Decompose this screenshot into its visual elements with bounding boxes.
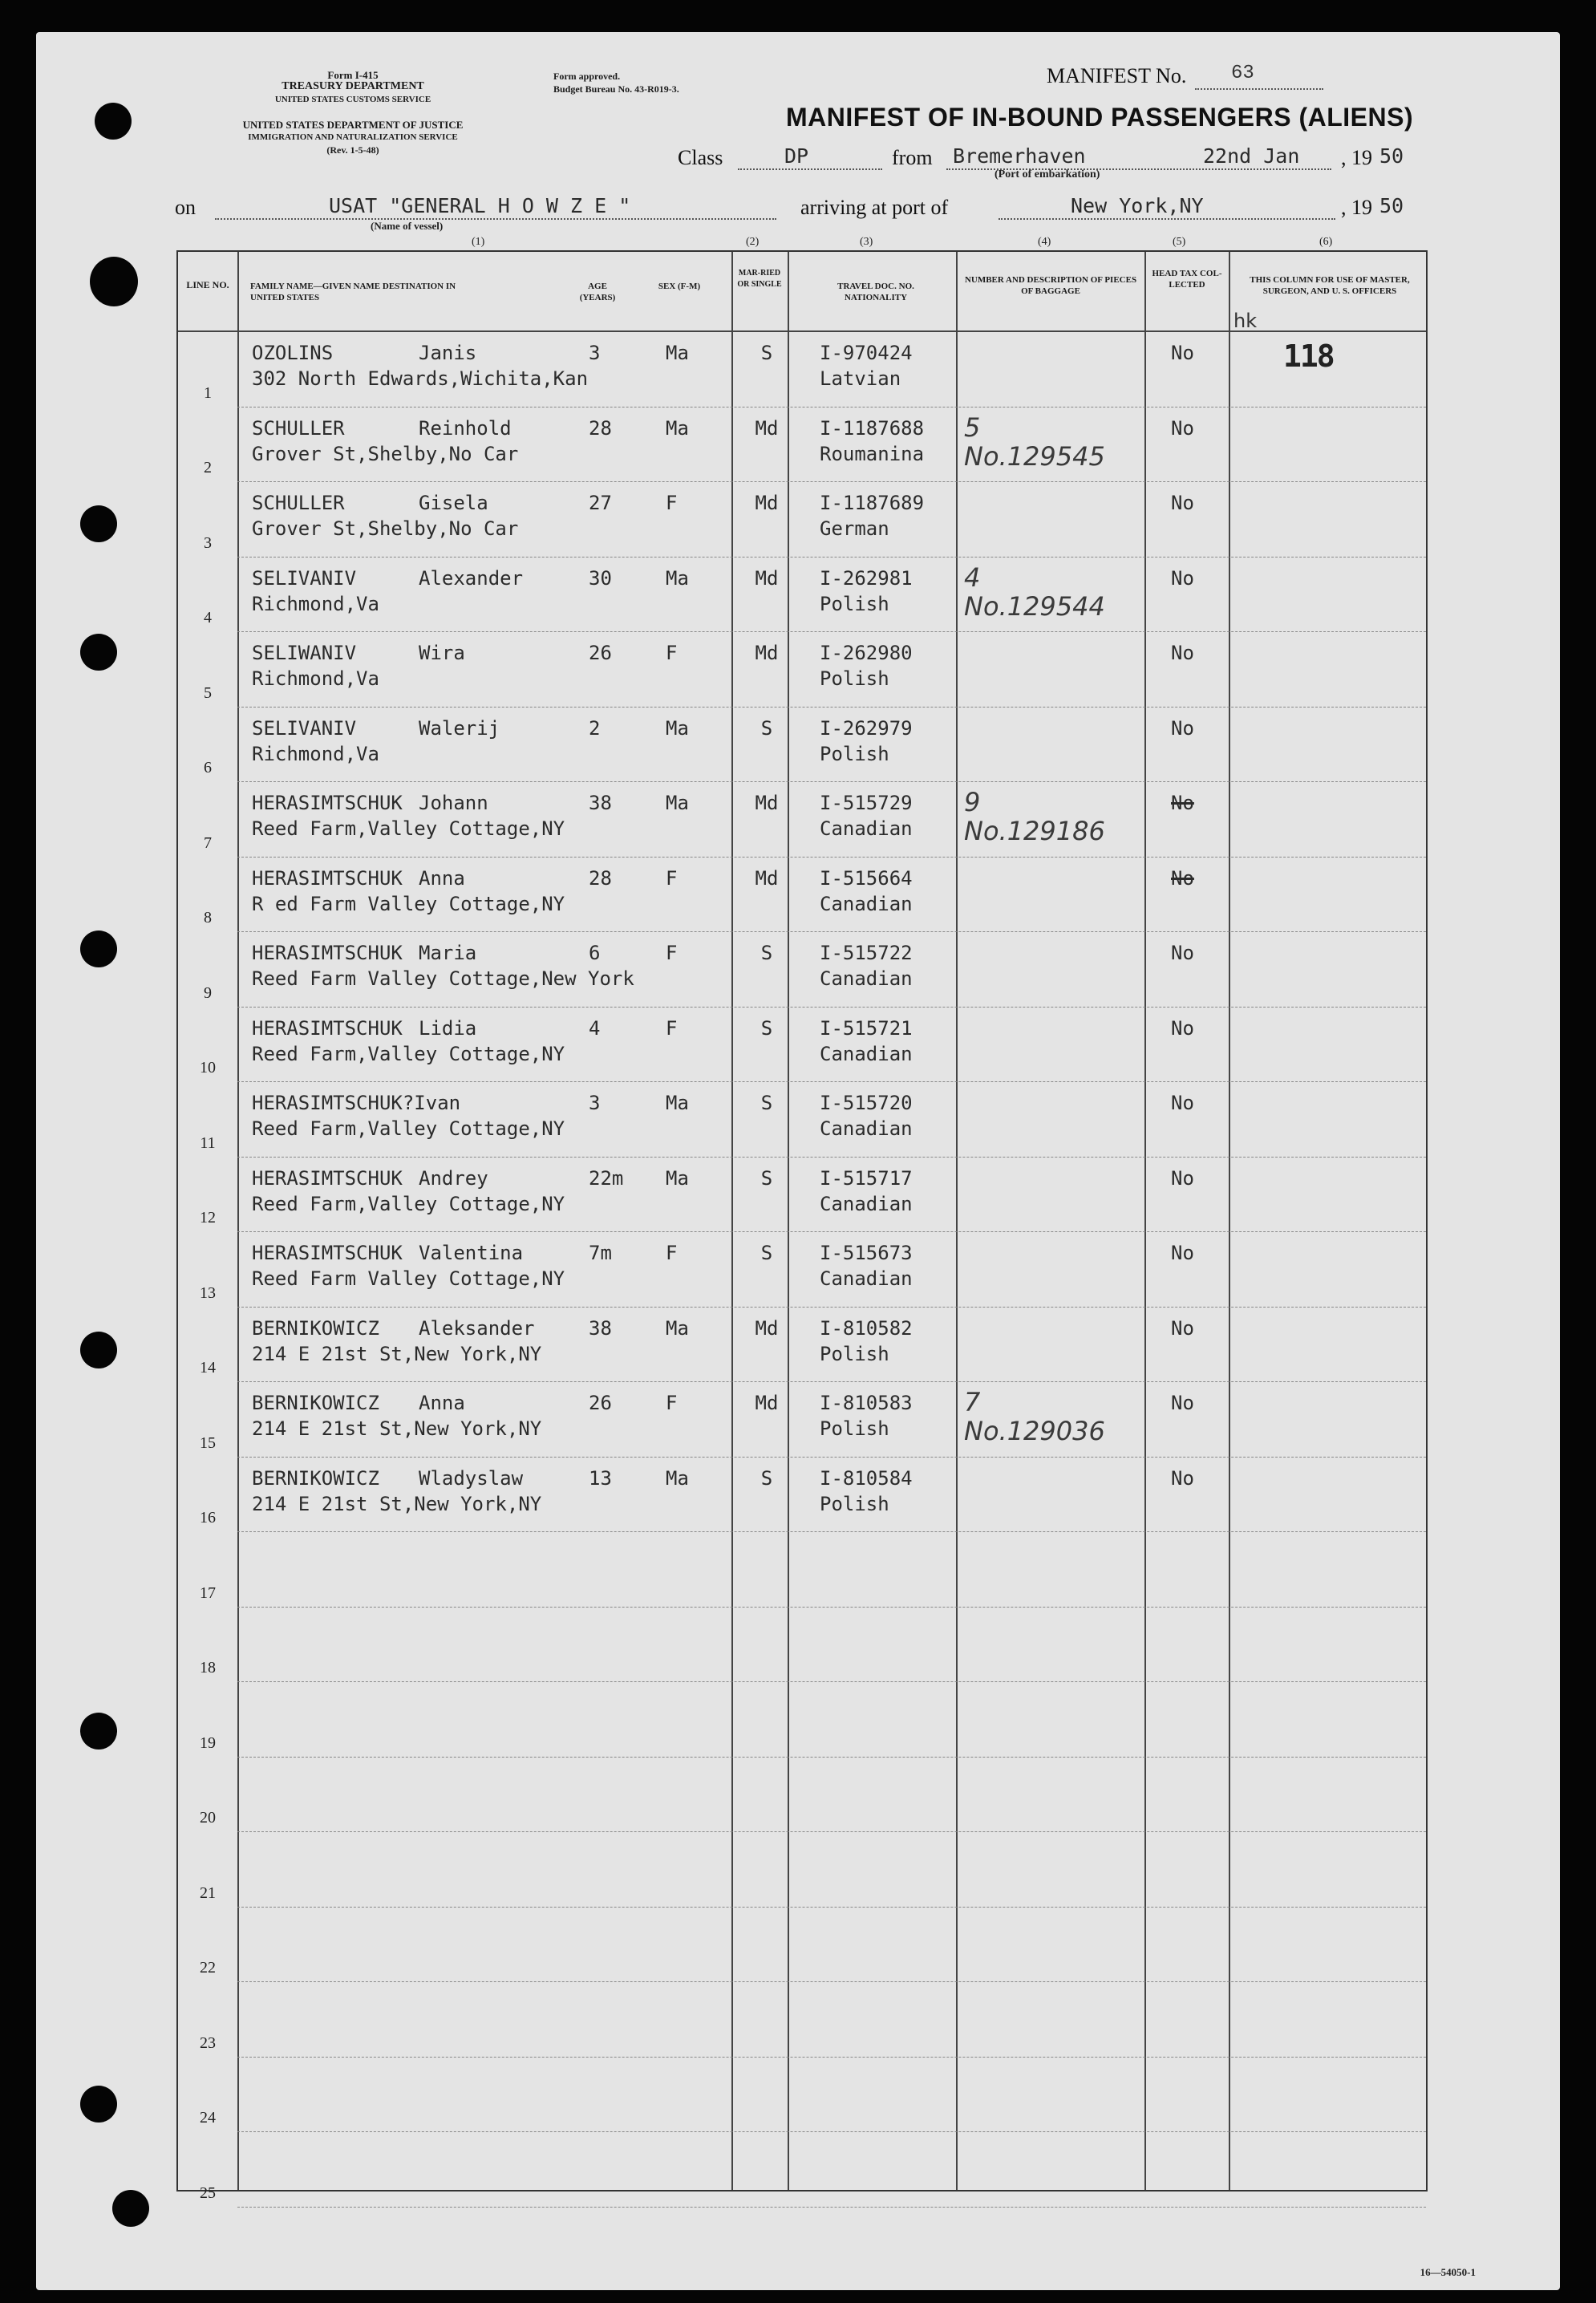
age: 28 [589, 866, 612, 890]
customs-service: UNITED STATES CUSTOMS SERVICE [274, 95, 431, 104]
baggage-number: No.129544 [964, 590, 1105, 622]
nationality: Canadian [820, 1267, 913, 1290]
age: 30 [589, 566, 612, 590]
column-number-3: (3) [860, 236, 873, 248]
family-name: HERASIMTSCHUK [252, 1016, 403, 1040]
col-head-sex: SEX (F-M) [658, 282, 701, 291]
table-row [178, 482, 1426, 558]
marital-status: Md [755, 1392, 779, 1414]
col-head-baggage: NUMBER AND DESCRIPTION OF PIECES OF BAGGAGE [964, 275, 1137, 296]
form-number: Form I-415 [327, 69, 379, 81]
nationality: Polish [820, 1417, 889, 1440]
line-number: 16 [200, 1509, 216, 1527]
destination: 214 E 21st St,New York,NY [252, 1492, 542, 1515]
nationality: Latvian [820, 367, 901, 390]
embarkation-port: Bremerhaven [953, 144, 1086, 168]
budget-bureau: Budget Bureau No. 43-R019-3. [553, 83, 679, 95]
marital-status: S [760, 1466, 773, 1490]
manifest-number: 63 [1231, 63, 1254, 84]
class-value: DP [784, 144, 809, 168]
given-name: Walerij [419, 716, 500, 740]
binder-hole [80, 1713, 117, 1750]
age: 13 [589, 1466, 612, 1490]
given-name: Wira [419, 642, 465, 664]
line-number: 11 [200, 1133, 216, 1152]
sex: F [666, 1392, 678, 1414]
sex: Ma [666, 716, 689, 740]
line-number: 20 [200, 1809, 216, 1827]
table-row [178, 1308, 1426, 1383]
table-row [178, 708, 1426, 783]
form-approved: Form approved. [553, 71, 621, 82]
destination: Reed Farm,Valley Cottage,NY [252, 1117, 565, 1140]
head-tax: No [1171, 416, 1194, 440]
head-tax: No [1171, 1016, 1194, 1040]
line-number: 23 [200, 2033, 216, 2052]
line-number: 3 [204, 533, 212, 552]
marital-status: S [760, 1016, 773, 1040]
family-name: HERASIMTSCHUK [252, 942, 403, 964]
table-row [178, 558, 1426, 633]
family-name: BERNIKOWICZ [252, 1466, 379, 1490]
head-tax: No [1171, 1466, 1194, 1490]
nationality: Polish [820, 667, 889, 690]
vessel-name: USAT "GENERAL H O W Z E " [329, 194, 631, 217]
binder-hole [80, 634, 117, 671]
head-tax: No [1171, 1242, 1194, 1264]
given-name: Lidia [419, 1016, 477, 1040]
binder-hole [90, 257, 138, 306]
travel-doc-no: I-515664 [820, 866, 913, 890]
col-head-travel: TRAVEL DOC. NO. NATIONALITY [837, 282, 914, 302]
line-number: 17 [200, 1583, 216, 1602]
nationality: Roumanina [820, 442, 925, 465]
line-number: 14 [200, 1359, 216, 1377]
age: 28 [589, 416, 612, 440]
baggage-count: 7 [964, 1387, 981, 1417]
family-name: HERASIMTSCHUK [252, 866, 403, 890]
given-name: Aleksander [419, 1316, 535, 1340]
arrival-year: 50 [1379, 194, 1404, 217]
travel-doc-no: I-1187688 [820, 416, 925, 440]
line-number: 9 [204, 983, 212, 1002]
destination: Richmond,Va [252, 667, 379, 690]
manifest-number-line [1195, 88, 1323, 90]
line-number: 18 [200, 1659, 216, 1677]
form-code: 16—54050-1 [1420, 2266, 1476, 2278]
nationality: Canadian [820, 1192, 913, 1215]
destination: Richmond,Va [252, 742, 379, 765]
nationality: Canadian [820, 892, 913, 915]
age: 6 [589, 942, 601, 964]
line-number: 7 [204, 833, 212, 852]
family-name: SCHULLER [252, 416, 345, 440]
sex: Ma [666, 416, 689, 440]
family-name: HERASIMTSCHUK [252, 792, 403, 814]
sex: Ma [666, 1316, 689, 1340]
table-row [178, 1158, 1426, 1233]
nationality: Polish [820, 1342, 889, 1365]
officer-mark: hk [1233, 310, 1258, 332]
marital-status: Md [755, 1316, 779, 1340]
nationality: Canadian [820, 1117, 913, 1140]
col-head-age: AGE (YEARS) [579, 282, 616, 302]
age: 7m [589, 1242, 612, 1264]
travel-doc-no: I-515720 [820, 1092, 913, 1114]
line-number: 4 [204, 609, 212, 626]
from-year-prefix: , 19 [1341, 146, 1372, 169]
binder-hole [80, 505, 117, 542]
arriving-label: arriving at port of [800, 196, 949, 219]
baggage-count: 4 [964, 562, 981, 593]
col-head-name: FAMILY NAME—GIVEN NAME DESTINATION IN UNITED STATES [250, 282, 456, 302]
arrival-port: New York,NY [1071, 194, 1204, 217]
table-row [178, 1608, 1426, 1683]
travel-doc-no: I-262979 [820, 716, 913, 740]
table-row [178, 2058, 1426, 2133]
head-tax: No [1171, 492, 1194, 514]
line-number: 6 [204, 759, 212, 776]
given-name: Andrey [419, 1166, 488, 1190]
document-title: MANIFEST OF IN-BOUND PASSENGERS (ALIENS) [786, 103, 1414, 132]
family-name: BERNIKOWICZ [252, 1316, 379, 1340]
line-number: 25 [200, 2183, 216, 2202]
marital-status: Md [755, 492, 779, 514]
head-tax: No [1171, 716, 1194, 740]
table-row [178, 1458, 1426, 1533]
sex: F [666, 642, 678, 664]
age: 27 [589, 492, 612, 514]
travel-doc-no: I-810583 [820, 1392, 913, 1414]
line-number: 2 [204, 459, 212, 476]
table-row [178, 1982, 1426, 2058]
embarkation-year: 50 [1379, 144, 1404, 168]
destination: 214 E 21st St,New York,NY [252, 1417, 542, 1440]
destination: Grover St,Shelby,No Car [252, 517, 519, 540]
sex: F [666, 942, 678, 964]
ins-service: IMMIGRATION AND NATURALIZATION SERVICE [248, 132, 458, 142]
line-number: 10 [200, 1059, 216, 1076]
baggage-number: No.129036 [964, 1416, 1105, 1446]
column-number-5: (5) [1173, 236, 1186, 248]
destination: Reed Farm Valley Cottage,NY [252, 1267, 565, 1290]
given-name: Anna [419, 866, 465, 890]
line-number: 19 [200, 1733, 216, 1752]
destination: Reed Farm,Valley Cottage,NY [252, 1042, 565, 1065]
travel-doc-no: I-515673 [820, 1242, 913, 1264]
sex: Ma [666, 342, 689, 364]
baggage-count: 5 [964, 412, 981, 443]
head-tax: No [1171, 866, 1194, 890]
column-number-1: (1) [472, 236, 485, 248]
age: 3 [589, 1092, 601, 1114]
treasury-dept: TREASURY DEPARTMENT [282, 80, 424, 92]
table-row [178, 632, 1426, 708]
table-row [178, 1082, 1426, 1158]
sex: F [666, 492, 678, 514]
passenger-table [176, 250, 1428, 2202]
sex: F [666, 1016, 678, 1040]
travel-doc-no: I-262981 [820, 566, 913, 590]
sex: F [666, 1242, 678, 1264]
line-number: 8 [204, 909, 212, 926]
line-number: 21 [200, 1883, 216, 1902]
head-tax: No [1171, 942, 1194, 964]
table-row [178, 1382, 1426, 1458]
baggage-count: 9 [964, 787, 981, 817]
line-number: 22 [200, 1959, 216, 1977]
table-row [178, 1908, 1426, 1983]
nationality: Canadian [820, 817, 913, 840]
binder-hole [95, 103, 132, 140]
arrival-line [999, 218, 1335, 220]
col-head-officer: THIS COLUMN FOR USE OF MASTER, SURGEON, AND U. S. OFFICERS [1250, 275, 1410, 296]
travel-doc-no: I-262980 [820, 642, 913, 664]
col-head-married: MAR-RIED OR SINGLE [737, 269, 782, 289]
justice-dept: UNITED STATES DEPARTMENT OF JUSTICE [242, 119, 464, 131]
line-number: 5 [204, 683, 212, 702]
family-name: SCHULLER [252, 492, 345, 514]
sex: Ma [666, 1166, 689, 1190]
port-note: (Port of embarkation) [994, 168, 1100, 180]
column-number-4: (4) [1038, 236, 1051, 248]
destination: R ed Farm Valley Cottage,NY [252, 892, 565, 915]
vessel-line [215, 218, 776, 220]
vessel-note: (Name of vessel) [371, 220, 444, 232]
destination: 214 E 21st St,New York,NY [252, 1342, 542, 1365]
given-name: Johann [419, 792, 488, 814]
officer-number: 118 [1283, 339, 1334, 374]
table-row [178, 332, 1426, 407]
on-label: on [175, 196, 196, 219]
age: 3 [589, 342, 601, 364]
head-tax: No [1171, 566, 1194, 590]
baggage-number: No.129186 [964, 816, 1105, 846]
head-tax: No [1171, 642, 1194, 664]
family-name: HERASIMTSCHUK [252, 1166, 403, 1190]
sex: Ma [666, 792, 689, 814]
travel-doc-no: I-1187689 [820, 492, 925, 514]
row-divider [237, 2207, 1426, 2208]
age: 26 [589, 1392, 612, 1414]
table-row [178, 1532, 1426, 1608]
head-tax: No [1171, 1166, 1194, 1190]
manifest-number-label: MANIFEST No. [1047, 64, 1187, 87]
binder-hole [80, 2086, 117, 2123]
family-name: BERNIKOWICZ [252, 1392, 379, 1414]
family-name: SELIVANIV [252, 716, 357, 740]
travel-doc-no: I-810582 [820, 1316, 913, 1340]
revision: (Rev. 1-5-48) [326, 144, 379, 156]
class-label: Class [678, 146, 723, 169]
head-tax: No [1171, 792, 1194, 814]
given-name: Reinhold [419, 416, 512, 440]
family-name: OZOLINS [252, 342, 334, 364]
col-head-tax: HEAD TAX COL-LECTED [1152, 269, 1222, 290]
sex: Ma [666, 566, 689, 590]
from-label: from [892, 146, 933, 169]
travel-doc-no: I-515721 [820, 1016, 913, 1040]
travel-doc-no: I-515729 [820, 792, 913, 814]
table-row [178, 782, 1426, 858]
table-row [178, 407, 1426, 483]
line-number: 24 [200, 2109, 216, 2127]
col-head-line: LINE NO. [186, 279, 229, 290]
age: 38 [589, 1316, 612, 1340]
line-number: 15 [200, 1433, 216, 1452]
given-name: Janis [419, 342, 477, 364]
head-tax: No [1171, 342, 1194, 364]
family-name: SELIVANIV [252, 566, 357, 590]
table-row [178, 1832, 1426, 1908]
nationality: Polish [820, 742, 889, 765]
destination: 302 North Edwards,Wichita,Kan [252, 367, 589, 390]
table-row [178, 1758, 1426, 1833]
binder-hole [80, 1332, 117, 1368]
marital-status: Md [755, 866, 779, 890]
destination: Reed Farm,Valley Cottage,NY [252, 817, 565, 840]
binder-hole [80, 931, 117, 967]
marital-status: Md [755, 416, 779, 440]
age: 26 [589, 642, 612, 664]
marital-status: Md [755, 642, 779, 664]
binder-hole [112, 2190, 149, 2227]
class-line [738, 168, 882, 170]
marital-status: Md [755, 566, 779, 590]
given-name: Anna [419, 1392, 465, 1414]
nationality: Canadian [820, 967, 913, 990]
marital-status: S [760, 716, 773, 740]
destination: Reed Farm Valley Cottage,New York [252, 967, 634, 990]
family-name: HERASIMTSCHUK [252, 1242, 403, 1264]
age: 4 [589, 1016, 601, 1040]
family-name: HERASIMTSCHUK?Ivan [252, 1092, 461, 1114]
table-row [178, 1682, 1426, 1758]
sex: F [666, 866, 678, 890]
line-number: 1 [204, 383, 212, 402]
travel-doc-no: I-970424 [820, 342, 913, 364]
table-row [178, 1232, 1426, 1308]
marital-status: S [760, 1166, 773, 1190]
sex: Ma [666, 1092, 689, 1114]
nationality: German [820, 517, 889, 540]
destination: Grover St,Shelby,No Car [252, 442, 519, 465]
marital-status: S [760, 342, 773, 364]
line-number: 12 [200, 1209, 216, 1227]
nationality: Polish [820, 1492, 889, 1515]
table-row [178, 858, 1426, 933]
marital-status: Md [755, 792, 779, 814]
marital-status: S [760, 1242, 773, 1264]
nationality: Canadian [820, 1042, 913, 1065]
head-tax: No [1171, 1392, 1194, 1414]
travel-doc-no: I-515717 [820, 1166, 913, 1190]
marital-status: S [760, 942, 773, 964]
destination: Reed Farm,Valley Cottage,NY [252, 1192, 565, 1215]
column-number-6: (6) [1319, 236, 1333, 248]
baggage-number: No.129545 [964, 440, 1105, 472]
head-tax: No [1171, 1092, 1194, 1114]
nationality: Polish [820, 592, 889, 615]
age: 22m [589, 1166, 624, 1190]
given-name: Maria [419, 942, 477, 964]
embarkation-date: 22nd Jan [1203, 144, 1300, 168]
line-number: 13 [200, 1283, 216, 1302]
given-name: Valentina [419, 1242, 524, 1264]
head-tax: No [1171, 1316, 1194, 1340]
given-name: Gisela [419, 492, 488, 514]
destination: Richmond,Va [252, 592, 379, 615]
travel-doc-no: I-515722 [820, 942, 913, 964]
age: 2 [589, 716, 601, 740]
table-row [178, 1008, 1426, 1083]
arrival-year-prefix: , 19 [1341, 196, 1372, 219]
marital-status: S [760, 1092, 773, 1114]
given-name: Wladyslaw [419, 1466, 524, 1490]
age: 38 [589, 792, 612, 814]
column-number-2: (2) [746, 236, 760, 248]
family-name: SELIWANIV [252, 642, 357, 664]
travel-doc-no: I-810584 [820, 1466, 913, 1490]
table-row [178, 2132, 1426, 2208]
table-row [178, 932, 1426, 1008]
given-name: Alexander [419, 566, 524, 590]
sex: Ma [666, 1466, 689, 1490]
